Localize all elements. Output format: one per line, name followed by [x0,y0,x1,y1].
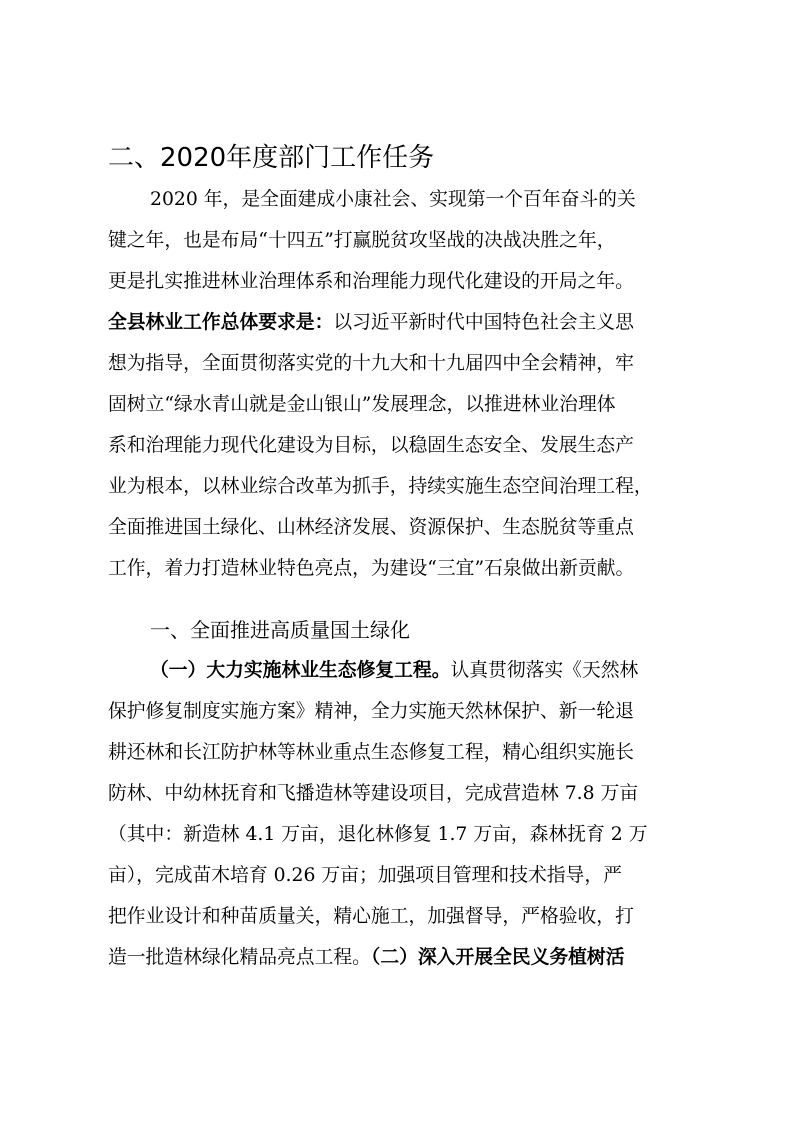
intro-line-2: 键之年，也是布局“十四五”打赢脱贫攻坚战的决战决胜之年， [108,230,616,251]
intro-line-4 [108,303,634,343]
section-heading: 二、2020年度部门工作任务 [108,143,435,173]
item-2-title: （二）深入开展全民义务植树活 [370,947,625,968]
intro-line-9: 全面推进国土绿化、山林经济发展、资源保护、生态脱贫等重点 [108,517,634,538]
intro-line-7: 系和治理能力现代化建设为目标，以稳固生态安全、发展生态产 [108,435,634,456]
section-1-title: 一、全面推进高质量国土绿化 [150,618,410,642]
section-1-line-8-text: 造一批造林绿化精品亮点工程。 [108,947,371,968]
section-1-line-8 [108,938,624,978]
intro-line-5: 想为指导，全面贯彻落实党的十九大和十九届四中全会精神，牢 [108,353,634,374]
section-1-line-4: 防林、中幼林抚育和飞播造林等建设项目，完成营造林 7.8 万亩 [108,783,639,804]
section-1-line-5: （其中：新造林 4.1 万亩，退化林修复 1.7 万亩，森林抚育 2 万 [108,824,648,845]
intro-line-1: 2020 年，是全面建成小康社会、实现第一个百年奋斗的关 [150,189,636,210]
intro-line-8: 业为根本，以林业综合改革为抓手，持续实施生态空间治理工程， [108,476,653,497]
section-1-line-3: 耕还林和长江防护林等林业重点生态修复工程，精心组织实施长 [108,742,634,763]
item-1-title: （一）大力实施林业生态修复工程。 [150,660,451,681]
section-1-line-6: 亩），完成苗木培育 0.26 万亩；加强项目管理和技术指导，严 [108,865,622,886]
intro-line-4-text: 以习近平新时代中国特色社会主义思 [333,312,634,333]
section-1-line-7: 把作业设计和种苗质量关，精心施工，加强督导，严格验收，打 [108,906,634,927]
intro-line-3: 更是扎实推进林业治理体系和治理能力现代化建设的开局之年。 [108,271,634,292]
intro-line-6: 固树立“绿水青山就是金山银山”发展理念，以推进林业治理体 [108,394,616,415]
section-1-line-1 [150,651,638,691]
section-1-line-1-text: 认真贯彻落实《天然林 [450,660,639,681]
intro-line-10: 工作，着力打造林业特色亮点，为建设“三宜”石泉做出新贡献。 [108,558,635,579]
section-1-line-2: 保护修复制度实施方案》精神，全力实施天然林保护、新一轮退 [108,701,634,722]
requirements-label: 全县林业工作总体要求是： [108,312,334,333]
